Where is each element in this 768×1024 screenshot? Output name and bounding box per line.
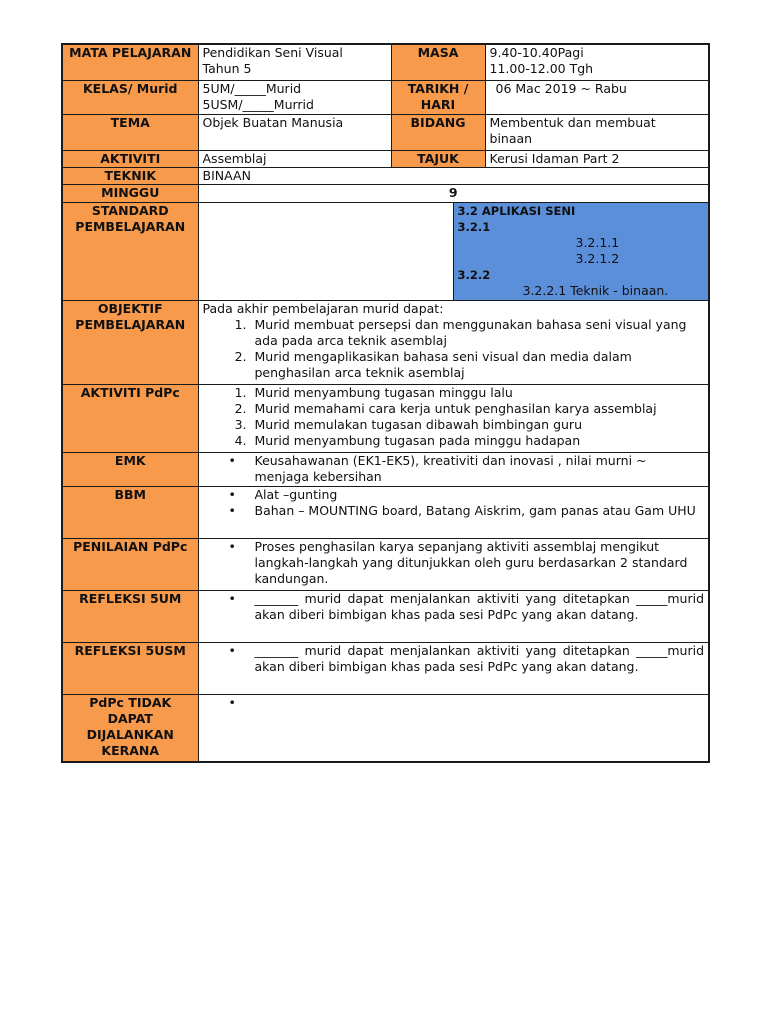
row-aktiviti [62, 150, 709, 167]
lesson-plan-table [61, 43, 710, 763]
bidang-line-2: binaan [489, 130, 533, 146]
aktiviti-pdpc-content [198, 384, 709, 452]
masa-line-2: 11.00-12.00 Tgh [489, 61, 594, 76]
row-penilaian [62, 538, 709, 590]
bidang-value [485, 114, 709, 150]
masa-value [485, 44, 709, 80]
row-refleksi-5um [62, 590, 709, 642]
emk-label: EMK [62, 452, 198, 486]
standard-s2a: 3.2.2.1 Teknik - binaan. [522, 282, 669, 298]
objektif-intro: Pada akhir pembelajaran murid dapat: [202, 300, 444, 316]
mata-pelajaran-value [198, 44, 391, 80]
penilaian-content [198, 538, 709, 590]
tarikh-label: TARIKH / HARI [391, 80, 485, 114]
kelas-value [198, 80, 391, 114]
row-emk [62, 452, 709, 486]
bbm-item: • Bahan – MOUNTING board, Batang Aiskrim, gam panas atau Gam UHU [251, 503, 705, 519]
bbm-content [198, 486, 709, 538]
masa-line-1: 9.40-10.40Pagi [489, 45, 584, 60]
kelas-line-1: 5UM/_____Murid [202, 80, 302, 96]
minggu-label: MINGGU [62, 184, 198, 202]
row-minggu [62, 184, 709, 202]
refleksi-5usm-item: • _______ murid dapat menjalankan aktiviti yang ditetapkan _____murid akan diberi bimbigan khas pada sesi PdPc yang akan datang. [251, 643, 705, 675]
emk-content [198, 452, 709, 486]
row-pdpc-tidak [62, 694, 709, 762]
masa-label: MASA [391, 44, 485, 80]
aktiviti-label: AKTIVITI [62, 150, 198, 167]
bidang-label: BIDANG [391, 114, 485, 150]
row-objektif [62, 300, 709, 384]
objektif-label: OBJEKTIF PEMBELAJARAN [62, 300, 198, 384]
tajuk-value: Kerusi Idaman Part 2 [485, 150, 709, 167]
standard-s1b: 3.2.1.2 [575, 250, 620, 266]
row-bbm [62, 486, 709, 538]
objektif-content [198, 300, 709, 384]
row-standard [62, 202, 709, 300]
tarikh-value: 06 Mac 2019 ~ Rabu [485, 80, 709, 114]
refleksi-5usm-label: REFLEKSI 5USM [62, 642, 198, 694]
bbm-list [203, 487, 705, 519]
refleksi-5usm-content [198, 642, 709, 694]
bidang-line-1: Membentuk dan membuat [489, 114, 656, 130]
bbm-item: • Alat –gunting [251, 487, 705, 503]
kelas-line-2: 5USM/_____Murrid [202, 96, 314, 112]
emk-item: • Keusahawanan (EK1-EK5), kreativiti dan inovasi , nilai murni ~ menjaga kebersihan [251, 453, 705, 485]
pdpc-tidak-label: PdPc TIDAK DAPAT DIJALANKAN KERANA [62, 694, 198, 762]
row-refleksi-5usm [62, 642, 709, 694]
emk-list [203, 453, 705, 485]
bbm-label: BBM [62, 486, 198, 538]
refleksi-5usm-list [203, 643, 705, 675]
aktiviti-item: 1. Murid menyambung tugasan minggu lalu [251, 385, 705, 401]
aktiviti-item: 2. Murid memahami cara kerja untuk penghasilan karya assemblaj [251, 401, 705, 417]
standard-empty [198, 202, 453, 300]
tajuk-label: TAJUK [391, 150, 485, 167]
tema-value: Objek Buatan Manusia [198, 114, 391, 150]
teknik-label: TEKNIK [62, 167, 198, 184]
minggu-value: 9 [198, 184, 709, 202]
row-tema [62, 114, 709, 150]
standard-s1: 3.2.1 [457, 219, 491, 234]
refleksi-5um-label: REFLEKSI 5UM [62, 590, 198, 642]
row-mata-pelajaran [62, 44, 709, 80]
standard-heading: 3.2 APLIKASI SENI [457, 203, 576, 218]
mata-line-1: Pendidikan Seni Visual [202, 45, 343, 60]
standard-s2: 3.2.2 [457, 267, 491, 282]
kelas-label: KELAS/ Murid [62, 80, 198, 114]
aktiviti-pdpc-label: AKTIVITI PdPc [62, 384, 198, 452]
refleksi-5um-content [198, 590, 709, 642]
lesson-plan-sheet [61, 43, 708, 761]
standard-label: STANDARD PEMBELAJARAN [62, 202, 198, 300]
row-teknik [62, 167, 709, 184]
standard-s1a: 3.2.1.1 [575, 234, 620, 250]
aktiviti-item: 3. Murid memulakan tugasan dibawah bimbingan guru [251, 417, 705, 433]
aktiviti-item: 4. Murid menyambung tugasan pada minggu hadapan [251, 433, 705, 449]
teknik-value: BINAAN [198, 167, 709, 184]
mata-line-2: Tahun 5 [202, 61, 252, 76]
objektif-item: 1. Murid membuat persepsi dan menggunakan bahasa seni visual yang ada pada arca teknik asemblaj [251, 317, 705, 349]
aktiviti-value: Assemblaj [198, 150, 391, 167]
row-aktiviti-pdpc [62, 384, 709, 452]
objektif-item: 2. Murid mengaplikasikan bahasa seni visual dan media dalam penghasilan arca teknik asemblaj [251, 349, 705, 381]
refleksi-5um-list [203, 591, 705, 623]
aktiviti-pdpc-list [203, 385, 705, 449]
penilaian-list [203, 539, 705, 587]
refleksi-5um-item: • _______ murid dapat menjalankan aktiviti yang ditetapkan _____murid akan diberi bimbigan khas pada sesi PdPc yang akan datang. [251, 591, 705, 623]
row-kelas [62, 80, 709, 114]
tema-label: TEMA [62, 114, 198, 150]
penilaian-item: • Proses penghasilan karya sepanjang aktiviti assemblaj mengikut langkah-langkah yang ditunjukkan oleh guru berdasarkan 2 standard kandungan. [251, 539, 705, 587]
objektif-list [203, 317, 705, 381]
mata-pelajaran-label: MATA PELAJARAN [62, 44, 198, 80]
penilaian-label: PENILAIAN PdPc [62, 538, 198, 590]
standard-content [453, 202, 709, 300]
pdpc-tidak-content [198, 694, 709, 762]
